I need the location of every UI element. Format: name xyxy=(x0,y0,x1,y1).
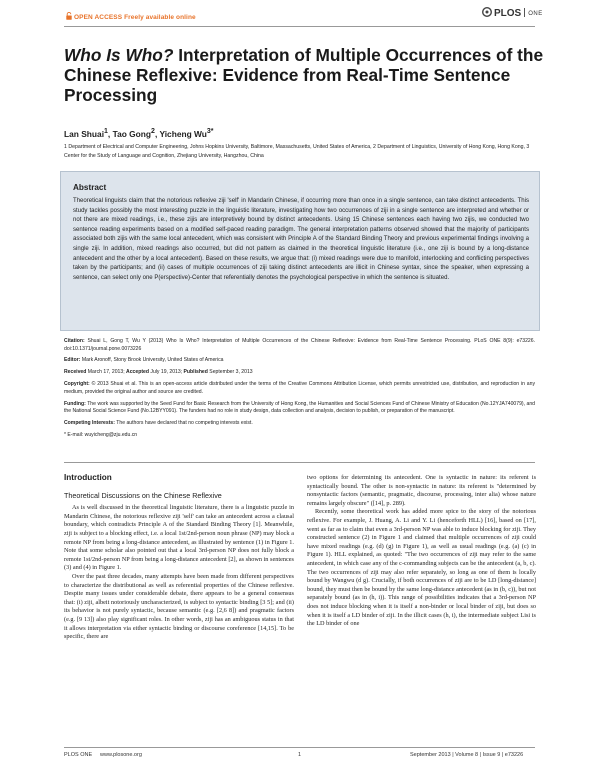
received-date: March 17, 2013; xyxy=(87,369,125,376)
open-access-text: OPEN ACCESS Freely available online xyxy=(74,14,196,21)
body-paragraph: Over the past three decades, many attempts have been made from different perspectives to characterize the distributional as well as referential properties of the Chinese reflexive. Despite many issues under considerable debate, there appears to be a general consensus that: (i) ziji, albeit notoriously uncharacterized, is subject to syntactic binding [3 5]; and (ii) its behavior is not purely syntactic, because semantic (e.g. [2,6 8]) and pragmatic factors (e.g. [9 13]) also play significant roles. In other words, ziji has an ambiguous status in that it allows interpretation via either syntactic binding or discourse coreference [14,15]. To be specific, there are xyxy=(64,572,294,641)
editor-text: Mark Aronoff, Stony Brook University, United States of America xyxy=(81,357,224,364)
header-rule xyxy=(64,26,535,27)
article-metadata xyxy=(64,338,535,444)
article-title xyxy=(64,45,544,105)
author-affiliation-mark: 1 xyxy=(104,128,108,135)
funding-text: The work was supported by the Seed Fund for Basic Research from the University of Hong Kong, the Humanities and Social Sciences Fund of Chinese Ministry of Education (No.12YJA740079), and the National Social Science Fund (No.12BYY091). The funders had no role in study design, data collection and analysis, decision to publish, or preparation of the manuscript. xyxy=(64,400,536,415)
editor-label: Editor: xyxy=(64,357,81,364)
published-date: September 3, 2013 xyxy=(209,369,253,376)
author-name: Tao Gong xyxy=(112,128,152,139)
right-column xyxy=(307,474,536,629)
editor-line xyxy=(64,357,535,365)
copyright-label: Copyright: xyxy=(64,381,90,388)
accepted-date: July 19, 2013; xyxy=(150,369,183,376)
author-affiliation-mark: 3* xyxy=(206,128,214,135)
author-affiliation-mark: 2 xyxy=(151,128,155,135)
author-name: Lan Shuai xyxy=(64,128,105,139)
competing-interests-label: Competing Interests: xyxy=(64,419,115,426)
email-link[interactable]: wuyicheng@zju.edu.cn xyxy=(84,431,138,438)
citation-text: Shuai L, Gong T, Wu Y (2013) Who Is Who? Interpretation of Multiple Occurrences of the Chinese Reflexive: Evidence from Real-Time Sentence Processing. PLoS ONE 8(9): e73226. doi:10.1371/journal.pone.0073226 xyxy=(64,338,535,352)
plos-logo-icon xyxy=(482,7,492,17)
title-italic-part: Who Is Who? xyxy=(64,45,174,65)
footer-url[interactable]: www.plosone.org xyxy=(100,752,142,758)
open-access-label xyxy=(64,12,196,21)
plos-one-logo xyxy=(482,7,543,19)
logo-text: PLOS xyxy=(494,8,522,19)
author-list: Lan Shuai$^1$, Tao Gong$^2$, Yicheng $Wu^{3*}$ xyxy=(64,128,214,139)
metadata-rule xyxy=(64,462,535,463)
abstract-heading: Abstract xyxy=(73,183,107,192)
affiliations: 1 Department of Electrical and Computer Engineering, Johns Hopkins University, Baltimore, Massachusetts, United States of America, 2 Department of Linguistics, University of Hong Kong, Hong Kong, 3 Center for the Study of Language and Cognition, Zhejiang University, Hangzhou, China xyxy=(64,144,530,159)
email-line xyxy=(64,432,535,440)
email-label: * E-mail: xyxy=(64,431,84,438)
abstract-text: Theoretical linguists claim that the notorious reflexive ziji 'self' in Mandarin Chinese, if occurring more than once in a single sentence, can take distinct antecedents. This study tackles possibly the most interesting puzzle in the linguistic literature, investigating how two occurrences of ziji in a single sentence are interpreted and whether or not there are mixed readings, i.e., these zijis are interpretively bound by distinct antecedents. Using 15 Chinese sentences each having two zijis, we conducted two sentence reading experiments based on a modified self-paced reading paradigm. The general interpretation patterns observed showed that the majority of participants associated both zijis with the same local antecedent, which was consistent with Principle A of the Standard Binding Theory and previous experimental findings involving a single ziji. In addition, mixed readings also occurred, but did not pattern as claimed in the theoretical linguistic literature (i.e., one ziji is bound by a long-distance antecedent and the other by a local antecedent). Based on these results, we argue that: (i) mixed readings were due to manifold, interlocking and conflicting perspectives taken by the participants; and (ii) cases of multiple occurrences of ziji taking distinct antecedents are illicit in Chinese syntax, since the speaker, when expressing a sentence, can select only one P(erspective)-Center that referentially denotes the psychological perspective in which the sentence is situated. xyxy=(73,198,529,281)
competing-interests-line xyxy=(64,420,535,428)
body-paragraph: Recently, some theoretical work has added more spice to the story of the notorious reflexive. For example, J. Huang, A. Li and Y. Li (henceforth HLL) [16], based on [17], went as far as to claim that even a 3rd-person NP was able to induce blocking for ziji. They constructed sentence (2) in Figure 1 and claimed that multiple occurrences of ziji could have mixed readings (e.g. (d) (g) in Figure 1), as well as usual readings (e.g. (a) (c) in Figure 1). HLL explained, as quoted: "The two occurrences of ziji may refer to the same antecedent, in which case any of the c-commanding subjects can be the antecedent (a, b, c). The two occurrences of ziji may also refer separately, so long as one of them is locally bound by Wangwu (d g). Crucially, if both occurrences of ziji are to be LD [long-distance] bound, they must then be bound by the same long-distance antecedent (as in (b, c)), but not separately bound (as in (h, i)). This range of possibilities indicates that a 3rd-person NP does not induce blocking when it is itself a non-binder or local binder of ziji, but does so when it is itself a LD binder of ziji. In the illicit cases (h, i), the intermediate subject Lisi is the LD binder of one xyxy=(307,508,536,628)
citation-label: Citation: xyxy=(64,338,85,344)
footer-page-number: 1 xyxy=(298,752,302,758)
open-lock-icon xyxy=(66,12,72,20)
accepted-label: Accepted xyxy=(126,369,149,376)
citation-line xyxy=(64,338,535,353)
copyright-line xyxy=(64,381,535,396)
logo-divider xyxy=(524,8,525,17)
competing-interests-text: The authors have declared that no competing interests exist. xyxy=(116,419,253,426)
published-label: Published xyxy=(183,369,208,376)
logo-suffix: ONE xyxy=(528,11,543,17)
left-column xyxy=(64,474,294,642)
dates-line xyxy=(64,369,535,377)
footer-issue: September 2013 | Volume 8 | Issue 9 | e73226 xyxy=(410,752,524,758)
abstract-box xyxy=(60,171,540,331)
funding-line xyxy=(64,401,535,416)
title-main-part: Interpretation of Multiple Occurrences of the Chinese Reflexive: Evidence from Real-Time Sentence Processing xyxy=(64,45,544,105)
footer-journal: PLOS ONE xyxy=(64,752,93,758)
footer-rule xyxy=(64,747,535,748)
received-label: Received xyxy=(64,369,87,376)
author-name: Yicheng Wu xyxy=(159,128,207,139)
body-paragraph: As is well discussed in the theoretical linguistic literature, there is a linguistic puzzle in Mandarin Chinese, the notorious reflexive ziji 'self' can take an antecedent across a clausal boundary, which contradicts Principle A of the Standard Binding Theory [1]. Meanwhile, ziji is subject to a blocking effect, i.e. a local 1st/2nd-person noun phrase (NP) may block a remote NP from being a long-distance antecedent, as illustrated by sentence (1) in Figure 1. Note that some scholar also pointed out that a local 3rd-person NP does not fully block a remote 1st/2nd-person NP from being a long-distance antecedent [2], as shown in sentences (3) and (4) in Figure 1. xyxy=(64,504,294,572)
body-paragraph: two options for determining its antecedent. One is syntactic in nature: its referent is syntactically bound. The other is non-syntactic in nature: its referent is "determined by nonsyntactic factors (semantic, pragmatic, discourse, processing, inter alia) whose nature remains largely obscure" ([14], p. 289). xyxy=(307,474,536,507)
introduction-heading: Introduction xyxy=(64,473,112,482)
copyright-text: © 2013 Shuai et al. This is an open-access article distributed under the terms of the Creative Commons Attribution License, which permits unrestricted use, distribution, and reproduction in any medium, provided the original author and source are credited. xyxy=(64,381,535,395)
funding-label: Funding: xyxy=(64,400,86,407)
section-subheading: Theoretical Discussions on the Chinese Reflexive xyxy=(64,490,222,500)
